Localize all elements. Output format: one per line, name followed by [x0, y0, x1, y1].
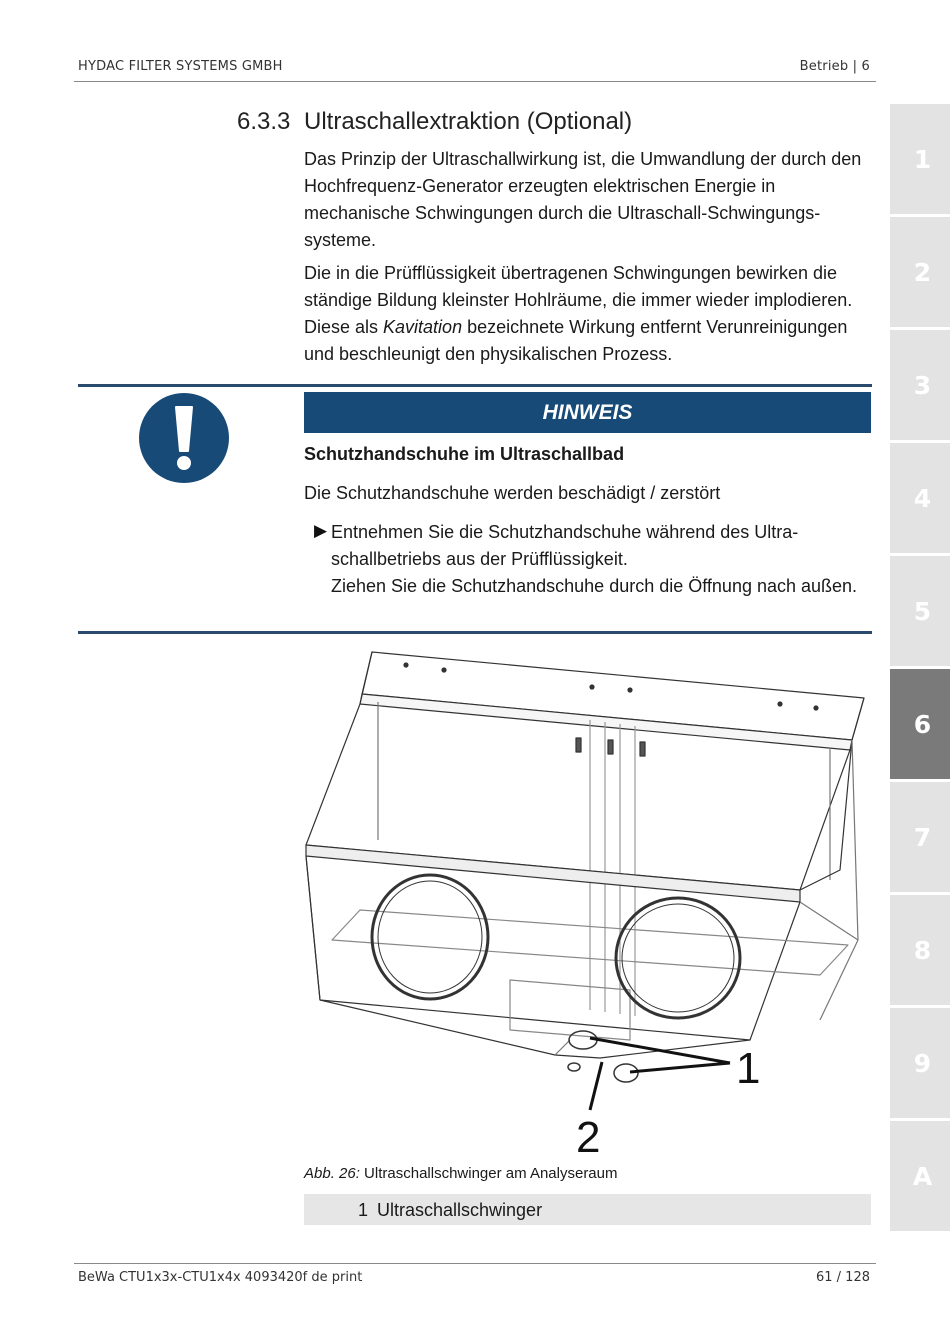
paragraph-principle: Das Prinzip der Ultraschallwirkung ist, die Umwandlung der durch den Hochfrequenz-Generator erzeugten elektrischen Energie in mechanische Schwingungen durch die Ultraschall-Schwingungssysteme. — [304, 149, 862, 250]
section-number: 6.3.3 — [237, 108, 291, 135]
legend-row — [304, 1194, 871, 1225]
chapter-tab-5[interactable]: 5 — [890, 556, 950, 666]
term-kavitation: Kavitation — [383, 317, 463, 337]
callout-2: 2 — [576, 1113, 601, 1160]
notice-heading: Schutzhandschuhe im Ultraschallbad — [304, 444, 625, 464]
chapter-tab-9[interactable]: 9 — [890, 1008, 950, 1118]
chapter-tab-2[interactable]: 2 — [890, 217, 950, 327]
legend-text: Ultraschallschwinger — [377, 1200, 543, 1220]
footer-divider — [74, 1263, 876, 1264]
header-chapter: Betrieb | 6 — [799, 59, 870, 74]
chapter-tab-6[interactable]: 6 — [890, 669, 950, 779]
step-arrow-icon: ▶ — [314, 521, 328, 540]
chapter-tabs — [890, 104, 950, 1234]
notice-top-rule — [78, 384, 872, 387]
notice-consequence: Die Schutzhandschuhe werden beschädigt / zerstört — [304, 483, 721, 503]
exclamation-icon — [139, 393, 229, 483]
chapter-tab-8[interactable]: 8 — [890, 895, 950, 1005]
chapter-tab-1[interactable]: 1 — [890, 104, 950, 214]
footer-page-number: 61 / 128 — [816, 1270, 870, 1285]
legend-number: 1 — [358, 1200, 369, 1220]
figure-caption: Abb. 26: Ultraschallschwinger am Analyseraum — [304, 1165, 618, 1182]
chapter-tab-7[interactable]: 7 — [890, 782, 950, 892]
notice-step-2: Ziehen Sie die Schutzhandschuhe durch die Öffnung nach außen. — [331, 576, 858, 596]
paragraph-cavitation: Die in die Prüfflüssigkeit übertragenen Schwingungen bewirken die ständige Bildung kleinster Hohlräume, die immer wieder implodieren. Diese als Kavitation bezeichnete Wirkung entfernt Verunreinigungen und beschleunigt den physikalischen Prozess. — [304, 263, 853, 364]
callout-lines — [590, 1038, 730, 1110]
notice-step-1: Entnehmen Sie die Schutzhandschuhe während des Ultraschallbetriebs aus der Prüfflüssigkeit. — [331, 522, 799, 569]
footer-document: BeWa CTU1x3x-CTU1x4x 4093420f de print — [78, 1270, 363, 1285]
notice-bottom-rule — [78, 631, 872, 634]
chapter-tab-a[interactable]: A — [890, 1121, 950, 1231]
ultrasonic-figure — [300, 640, 880, 1160]
header-divider — [74, 81, 876, 82]
section-title: Ultraschallextraktion (Optional) — [304, 108, 633, 135]
chapter-tab-4[interactable]: 4 — [890, 443, 950, 553]
chapter-tab-3[interactable]: 3 — [890, 330, 950, 440]
notice-label: HINWEIS — [304, 392, 871, 433]
callout-1: 1 — [736, 1044, 761, 1093]
header-company: HYDAC FILTER SYSTEMS GMBH — [78, 59, 283, 74]
cabinet-drawing — [306, 652, 864, 1082]
